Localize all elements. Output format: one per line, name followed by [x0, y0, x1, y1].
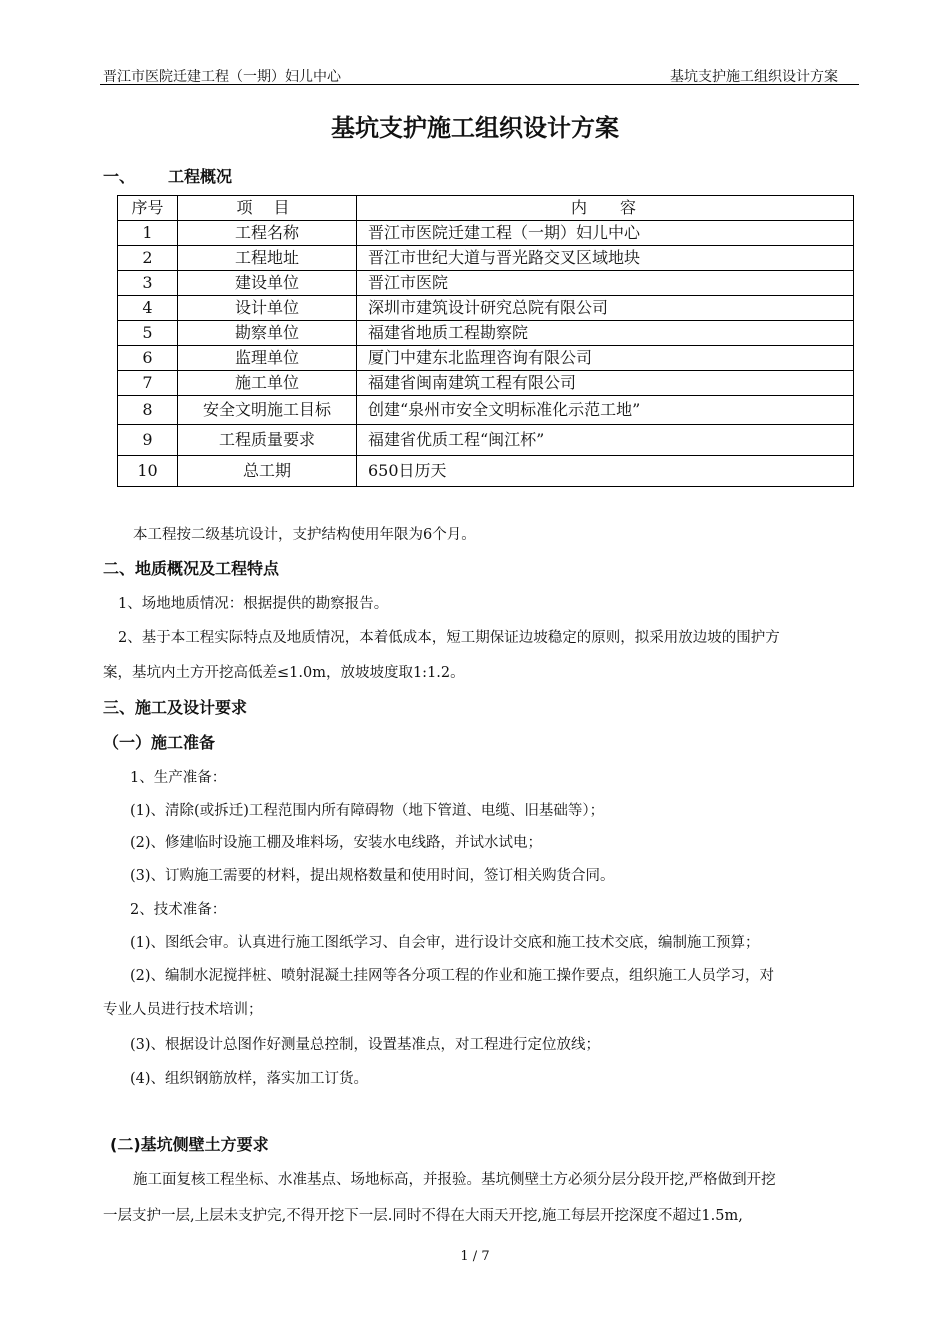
- table-row: [118, 425, 854, 456]
- cell-index: 10: [118, 456, 178, 487]
- cell-index: 7: [118, 371, 178, 396]
- paragraph-geology: 1、场地地质情况：根据提供的勘察报告。: [118, 596, 389, 612]
- table-row: [118, 271, 854, 296]
- cell-content: 晋江市世纪大道与晋光路交叉区域地块: [357, 246, 854, 271]
- cell-content: 晋江市医院迁建工程（一期）妇儿中心: [357, 221, 854, 246]
- technical-prep-item: (1)、图纸会审。认真进行施工图纸学习、自会审，进行设计交底和施工技术交底，编制施工预算；: [130, 935, 760, 951]
- production-prep-item: (2)、修建临时设施工棚及堆料场，安装水电线路，并试水试电；: [130, 835, 543, 851]
- cell-index: 3: [118, 271, 178, 296]
- cell-item: 设计单位: [178, 296, 357, 321]
- technical-prep-heading: 2、技术准备：: [130, 902, 227, 918]
- section-1-number: 一、: [103, 167, 136, 186]
- cell-content: 创建“泉州市安全文明标准化示范工地”: [357, 396, 854, 425]
- cell-index: 4: [118, 296, 178, 321]
- header-cell-content: 内 容: [357, 196, 854, 221]
- cell-item: 勘察单位: [178, 321, 357, 346]
- cell-item: 工程质量要求: [178, 425, 357, 456]
- cell-content: 650日历天: [357, 456, 854, 487]
- header-project-name: 晋江市医院迁建工程（一期）妇儿中心: [103, 69, 341, 85]
- subsection-preparation-title: （一）施工准备: [103, 733, 216, 752]
- section-1-title: 工程概况: [168, 167, 233, 186]
- cell-index: 9: [118, 425, 178, 456]
- header-doc-title: 基坑支护施工组织设计方案: [670, 69, 838, 85]
- cell-content: 福建省闽南建筑工程有限公司: [357, 371, 854, 396]
- paragraph-excavation-line1: 施工面复核工程坐标、水准基点、场地标高，并报验。基坑侧壁土方必须分层分段开挖,严格做到开挖: [133, 1172, 776, 1188]
- header-rule: [100, 84, 859, 85]
- cell-item: 施工单位: [178, 371, 357, 396]
- paragraph-approach-line1: 2、基于本工程实际特点及地质情况，本着低成本，短工期保证边坡稳定的原则，拟采用放边坡的围护方: [118, 630, 780, 646]
- cell-index: 2: [118, 246, 178, 271]
- table-row: [118, 296, 854, 321]
- table-row: [118, 371, 854, 396]
- overview-table: [117, 195, 854, 487]
- technical-prep-item: (3)、根据设计总图作好测量总控制，设置基准点，对工程进行定位放线；: [130, 1037, 601, 1053]
- cell-index: 6: [118, 346, 178, 371]
- cell-item: 总工期: [178, 456, 357, 487]
- cell-index: 8: [118, 396, 178, 425]
- table-header-row: [118, 196, 854, 221]
- table-row: [118, 221, 854, 246]
- production-prep-item: (3)、订购施工需要的材料，提出规格数量和使用时间，签订相关购货合同。: [130, 868, 615, 884]
- cell-content: 厦门中建东北监理咨询有限公司: [357, 346, 854, 371]
- cell-content: 福建省地质工程勘察院: [357, 321, 854, 346]
- cell-content: 深圳市建筑设计研究总院有限公司: [357, 296, 854, 321]
- paragraph-excavation-line2: 一层支护一层,上层未支护完,不得开挖下一层.同时不得在大雨天开挖,施工每层开挖深度不超过1.5m,: [103, 1208, 743, 1224]
- cell-index: 5: [118, 321, 178, 346]
- paragraph-design-grade: 本工程按二级基坑设计，支护结构使用年限为6个月。: [133, 527, 476, 543]
- cell-item: 工程地址: [178, 246, 357, 271]
- cell-item: 工程名称: [178, 221, 357, 246]
- table-row: [118, 396, 854, 425]
- header-cell-index: 序号: [118, 196, 178, 221]
- cell-content: 晋江市医院: [357, 271, 854, 296]
- cell-item: 安全文明施工目标: [178, 396, 357, 425]
- production-prep-item: (1)、清除(或拆迁)工程范围内所有障碍物（地下管道、电缆、旧基础等）；: [130, 803, 605, 819]
- table-row: [118, 246, 854, 271]
- page-number: 1 / 7: [460, 1249, 490, 1264]
- section-3-title: 三、施工及设计要求: [103, 698, 248, 717]
- technical-prep-item-line1: (2)、编制水泥搅拌桩、喷射混凝土挂网等各分项工程的作业和施工操作要点，组织施工人员学习，对: [130, 968, 775, 984]
- cell-content: 福建省优质工程“闽江杯”: [357, 425, 854, 456]
- cell-item: 监理单位: [178, 346, 357, 371]
- cell-item: 建设单位: [178, 271, 357, 296]
- technical-prep-item-line2: 专业人员进行技术培训；: [103, 1002, 263, 1018]
- paragraph-approach-line2: 案，基坑内土方开挖高低差≤1.0m，放坡坡度取1:1.2。: [103, 665, 465, 681]
- page-title: 基坑支护施工组织设计方案: [331, 114, 619, 142]
- production-prep-heading: 1、生产准备：: [130, 770, 227, 786]
- table-row: [118, 456, 854, 487]
- table-row: [118, 321, 854, 346]
- technical-prep-item: (4)、组织钢筋放样，落实加工订货。: [130, 1071, 369, 1087]
- cell-index: 1: [118, 221, 178, 246]
- subsection-excavation-title: (二)基坑侧壁土方要求: [110, 1135, 269, 1154]
- section-2-title: 二、地质概况及工程特点: [103, 559, 280, 578]
- table-row: [118, 346, 854, 371]
- header-cell-item: 项 目: [178, 196, 357, 221]
